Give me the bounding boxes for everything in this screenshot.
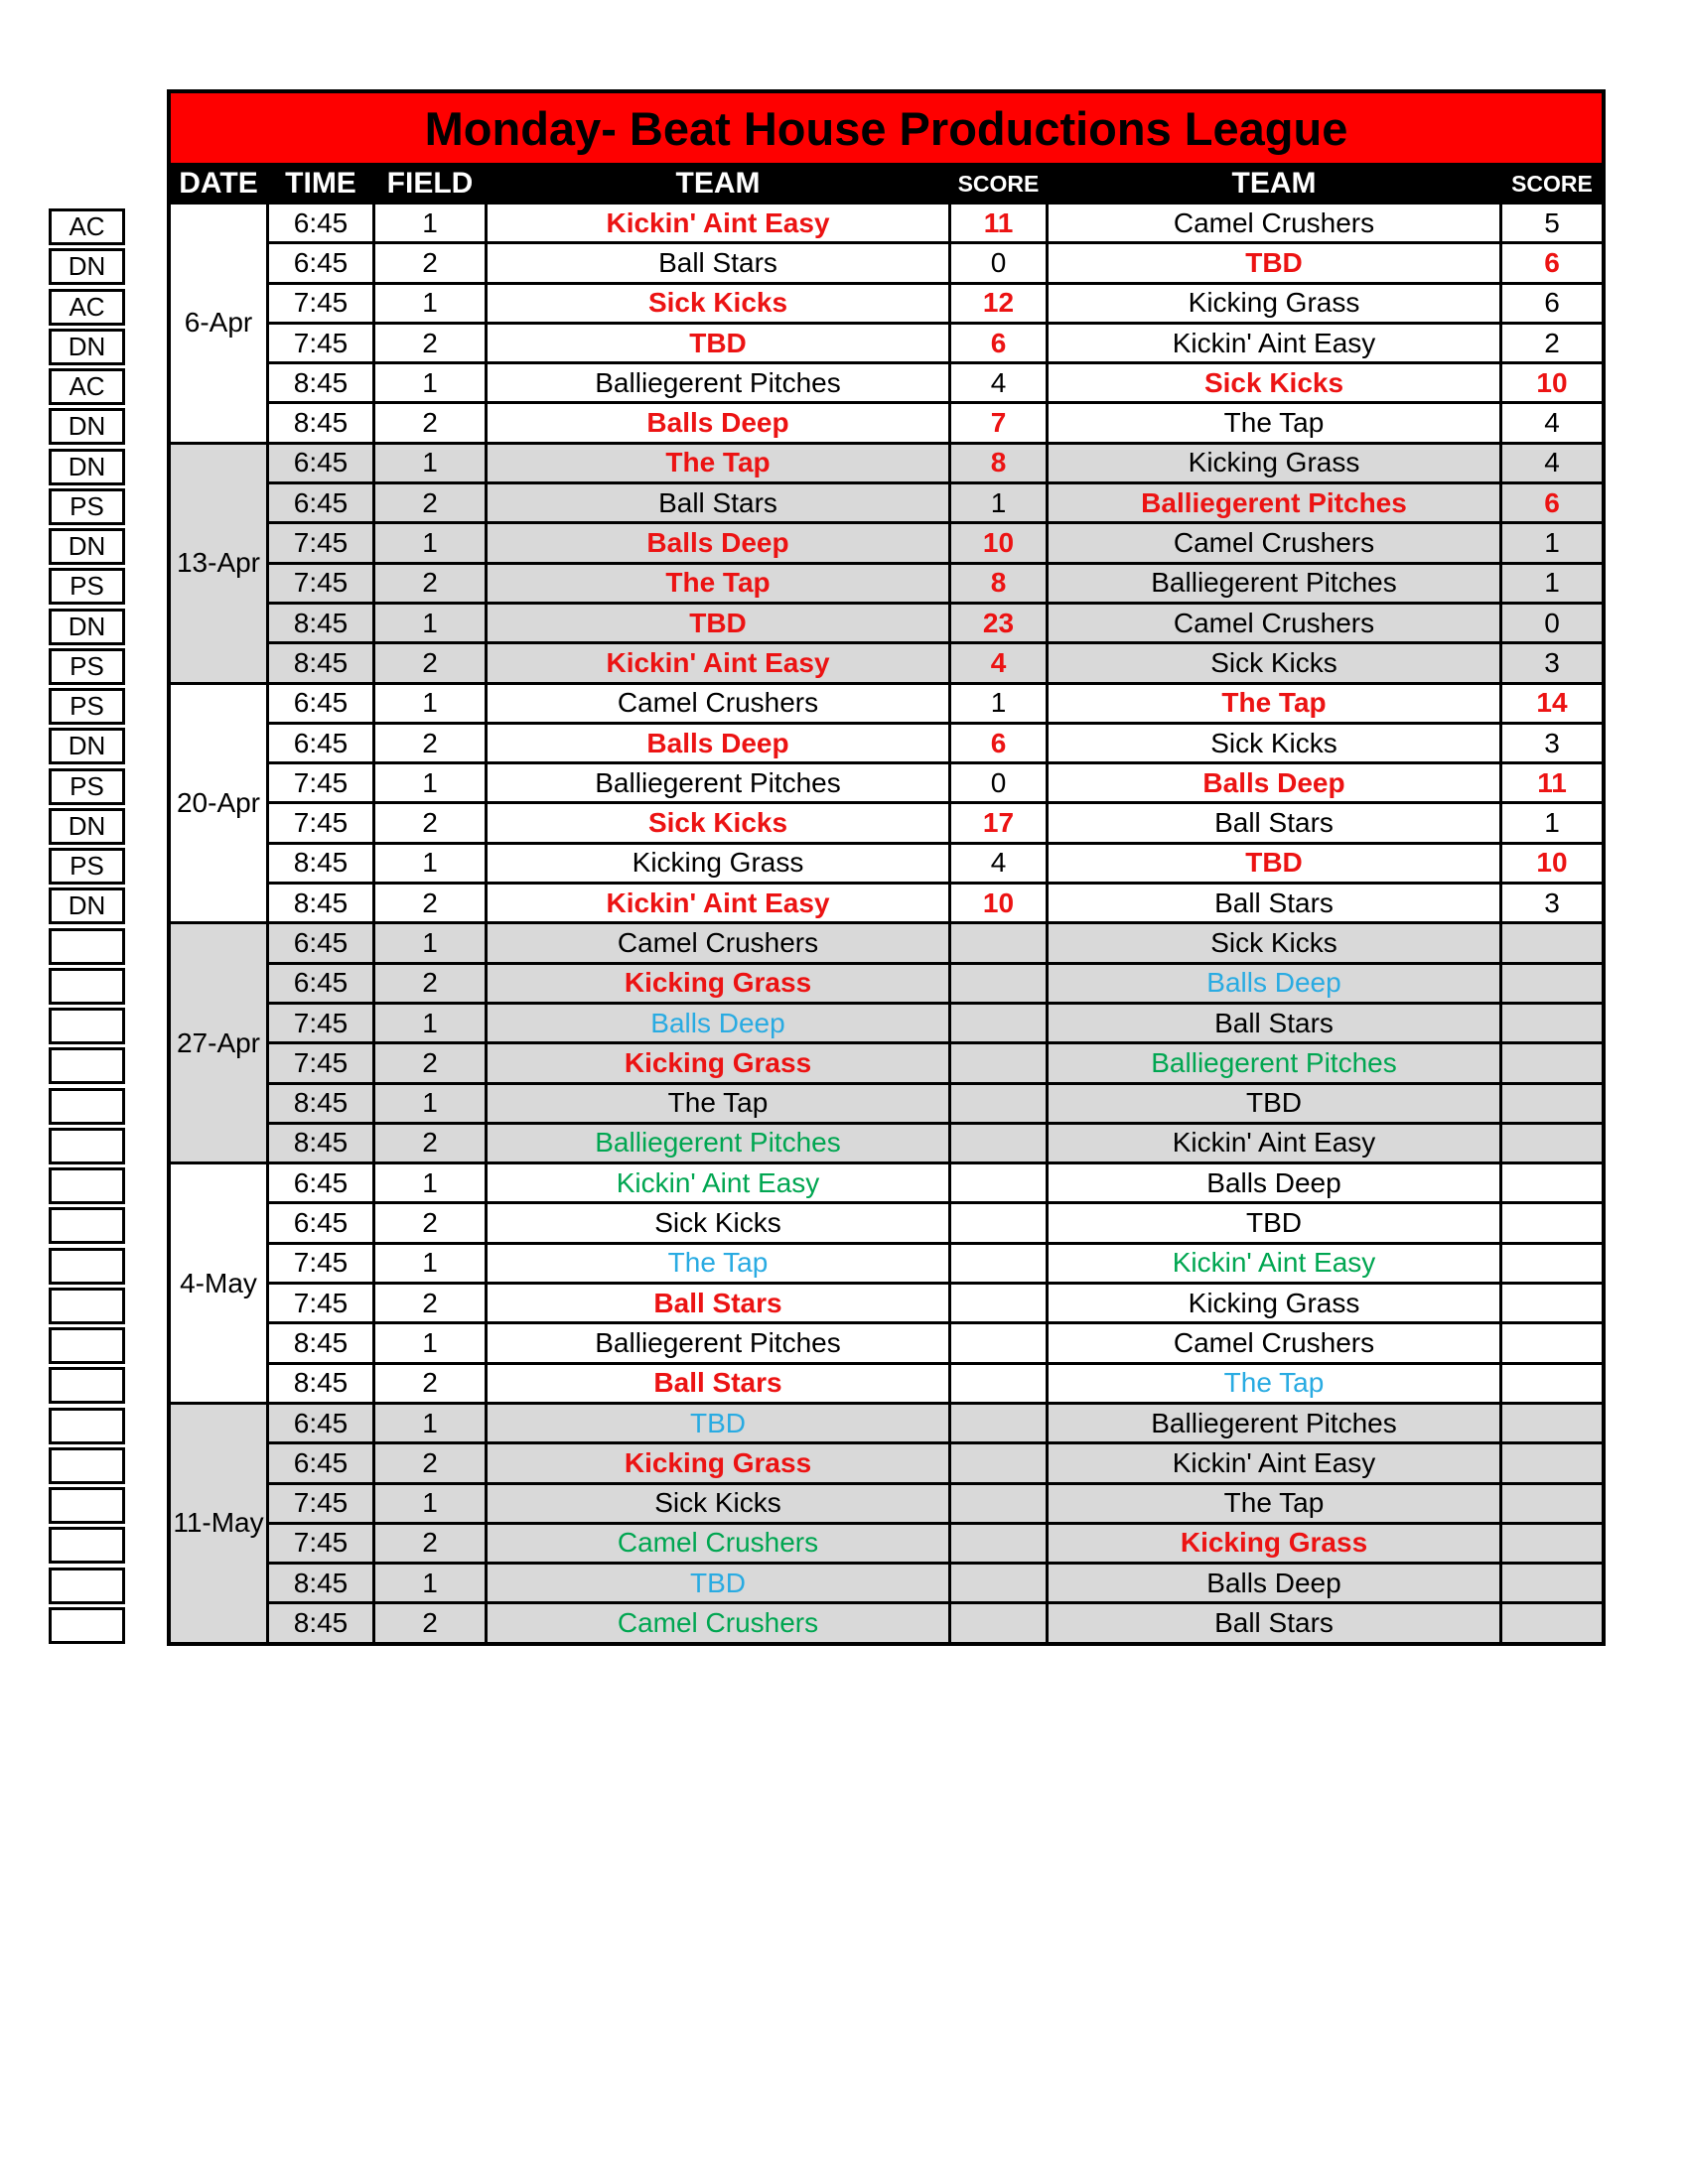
header-time: TIME	[269, 163, 372, 205]
away-score-cell: 5	[1502, 205, 1602, 241]
home-score-cell: 4	[951, 845, 1046, 882]
header-date: DATE	[171, 163, 266, 205]
away-score-cell	[1502, 1285, 1602, 1321]
away-team-cell: TBD	[1049, 1204, 1499, 1241]
date-cell: 27-Apr	[171, 924, 266, 1161]
header-away-team: TEAM	[1049, 163, 1499, 205]
schedule-groups	[171, 205, 1602, 1642]
time-cell: 8:45	[269, 1365, 372, 1402]
sidebar-code-box: DN	[49, 728, 125, 764]
field-cell: 1	[375, 205, 485, 241]
date-cell: 6-Apr	[171, 205, 266, 442]
home-team-cell: Camel Crushers	[488, 924, 948, 961]
sidebar-code-box: PS	[49, 848, 125, 885]
home-team-cell: Ball Stars	[488, 484, 948, 521]
date-group	[171, 205, 1602, 442]
away-score-cell: 3	[1502, 644, 1602, 681]
away-score-cell	[1502, 1604, 1602, 1641]
field-cell: 2	[375, 1044, 485, 1081]
home-team-cell: TBD	[488, 1405, 948, 1441]
away-team-cell: Sick Kicks	[1049, 725, 1499, 761]
field-cell: 2	[375, 244, 485, 281]
header-field: FIELD	[375, 163, 485, 205]
header-away-score: SCORE	[1502, 163, 1602, 205]
home-score-cell	[951, 1085, 1046, 1122]
field-cell: 1	[375, 845, 485, 882]
home-team-cell: Balls Deep	[488, 1005, 948, 1041]
home-team-cell: Ball Stars	[488, 1285, 948, 1321]
home-score-cell: 11	[951, 205, 1046, 241]
away-team-cell: Camel Crushers	[1049, 524, 1499, 561]
away-team-cell: The Tap	[1049, 1365, 1499, 1402]
home-score-cell: 1	[951, 685, 1046, 722]
sidebar-code-box	[49, 1248, 125, 1285]
away-score-cell	[1502, 965, 1602, 1002]
field-cell: 1	[375, 924, 485, 961]
field-cell: 1	[375, 524, 485, 561]
time-cell: 8:45	[269, 364, 372, 401]
home-team-cell: Balliegerent Pitches	[488, 764, 948, 801]
header-home-team: TEAM	[488, 163, 948, 205]
home-score-cell	[951, 1444, 1046, 1481]
sidebar-code-box	[49, 1327, 125, 1364]
away-score-cell: 2	[1502, 325, 1602, 361]
sidebar-code-box	[49, 1367, 125, 1404]
home-score-cell	[951, 924, 1046, 961]
away-score-cell	[1502, 1044, 1602, 1081]
date-cell: 13-Apr	[171, 445, 266, 682]
away-score-cell	[1502, 924, 1602, 961]
away-score-cell	[1502, 1245, 1602, 1282]
home-score-cell	[951, 1125, 1046, 1161]
away-score-cell	[1502, 1164, 1602, 1201]
time-cell: 8:45	[269, 1085, 372, 1122]
away-score-cell: 11	[1502, 764, 1602, 801]
time-cell: 8:45	[269, 1565, 372, 1601]
home-score-cell	[951, 1005, 1046, 1041]
away-score-cell: 1	[1502, 565, 1602, 602]
away-score-cell	[1502, 1365, 1602, 1402]
field-cell: 2	[375, 1525, 485, 1562]
sidebar-code-box	[49, 1128, 125, 1164]
field-cell: 1	[375, 364, 485, 401]
away-score-cell	[1502, 1204, 1602, 1241]
home-team-cell: Kicking Grass	[488, 845, 948, 882]
home-team-cell: Kickin' Aint Easy	[488, 1164, 948, 1201]
home-team-cell: Balliegerent Pitches	[488, 364, 948, 401]
home-team-cell: Sick Kicks	[488, 285, 948, 322]
home-team-cell: TBD	[488, 325, 948, 361]
home-score-cell: 0	[951, 244, 1046, 281]
home-score-cell: 23	[951, 605, 1046, 641]
away-team-cell: Sick Kicks	[1049, 924, 1499, 961]
field-cell: 2	[375, 644, 485, 681]
away-team-cell: Ball Stars	[1049, 1604, 1499, 1641]
home-team-cell: Kicking Grass	[488, 965, 948, 1002]
away-score-cell: 6	[1502, 244, 1602, 281]
time-cell: 6:45	[269, 244, 372, 281]
field-cell: 2	[375, 484, 485, 521]
sidebar-code-box: DN	[49, 329, 125, 365]
away-score-cell: 14	[1502, 685, 1602, 722]
field-cell: 1	[375, 1085, 485, 1122]
away-score-cell: 6	[1502, 285, 1602, 322]
date-group	[171, 921, 1602, 1161]
date-group	[171, 682, 1602, 922]
field-cell: 2	[375, 565, 485, 602]
sidebar-code-box: PS	[49, 768, 125, 805]
away-score-cell: 4	[1502, 445, 1602, 481]
field-cell: 1	[375, 685, 485, 722]
sidebar-code-box	[49, 1047, 125, 1084]
away-team-cell: Balls Deep	[1049, 965, 1499, 1002]
home-score-cell	[951, 1245, 1046, 1282]
away-team-cell: Camel Crushers	[1049, 205, 1499, 241]
home-team-cell: TBD	[488, 605, 948, 641]
home-team-cell: Balls Deep	[488, 725, 948, 761]
away-team-cell: Sick Kicks	[1049, 644, 1499, 681]
sidebar-code-box: DN	[49, 609, 125, 645]
home-team-cell: TBD	[488, 1565, 948, 1601]
away-team-cell: Balliegerent Pitches	[1049, 1044, 1499, 1081]
home-score-cell	[951, 1604, 1046, 1641]
field-cell: 2	[375, 725, 485, 761]
sidebar-code-box: DN	[49, 449, 125, 485]
sidebar-code-box: PS	[49, 648, 125, 685]
sidebar-code-box	[49, 1487, 125, 1524]
away-team-cell: Kicking Grass	[1049, 285, 1499, 322]
time-cell: 6:45	[269, 1444, 372, 1481]
sidebar-code-box	[49, 1008, 125, 1044]
away-team-cell: Camel Crushers	[1049, 1324, 1499, 1361]
sidebar-code-box: AC	[49, 208, 125, 245]
home-score-cell	[951, 965, 1046, 1002]
time-cell: 7:45	[269, 325, 372, 361]
home-team-cell: Ball Stars	[488, 1365, 948, 1402]
home-score-cell: 10	[951, 885, 1046, 921]
away-score-cell: 1	[1502, 804, 1602, 841]
home-score-cell	[951, 1365, 1046, 1402]
home-team-cell: Balls Deep	[488, 404, 948, 441]
sidebar-code-box	[49, 1408, 125, 1444]
sidebar-code-box	[49, 1527, 125, 1564]
home-team-cell: Kicking Grass	[488, 1044, 948, 1081]
sidebar-code-box	[49, 1088, 125, 1125]
time-cell: 8:45	[269, 1604, 372, 1641]
field-cell: 2	[375, 965, 485, 1002]
field-cell: 2	[375, 1125, 485, 1161]
away-team-cell: Balliegerent Pitches	[1049, 565, 1499, 602]
away-score-cell: 3	[1502, 725, 1602, 761]
away-team-cell: The Tap	[1049, 404, 1499, 441]
field-cell: 2	[375, 1444, 485, 1481]
sidebar-code-box	[49, 1288, 125, 1324]
time-cell: 7:45	[269, 1245, 372, 1282]
time-cell: 7:45	[269, 764, 372, 801]
home-team-cell: The Tap	[488, 1245, 948, 1282]
sidebar-code-box	[49, 1207, 125, 1244]
time-cell: 6:45	[269, 685, 372, 722]
time-cell: 7:45	[269, 285, 372, 322]
sidebar-code-box: DN	[49, 248, 125, 285]
away-score-cell	[1502, 1525, 1602, 1562]
away-team-cell: TBD	[1049, 845, 1499, 882]
time-cell: 6:45	[269, 725, 372, 761]
away-team-cell: Kickin' Aint Easy	[1049, 1444, 1499, 1481]
sidebar-code-box	[49, 1447, 125, 1484]
home-score-cell	[951, 1525, 1046, 1562]
sidebar-code-box	[49, 1607, 125, 1644]
home-score-cell: 8	[951, 445, 1046, 481]
home-team-cell: Kickin' Aint Easy	[488, 205, 948, 241]
home-score-cell: 8	[951, 565, 1046, 602]
time-cell: 8:45	[269, 404, 372, 441]
time-cell: 8:45	[269, 644, 372, 681]
time-cell: 6:45	[269, 924, 372, 961]
time-cell: 8:45	[269, 1324, 372, 1361]
field-cell: 2	[375, 1604, 485, 1641]
date-group	[171, 1402, 1602, 1642]
home-team-cell: Balliegerent Pitches	[488, 1324, 948, 1361]
sidebar-code-box	[49, 928, 125, 965]
field-cell: 2	[375, 1204, 485, 1241]
field-cell: 1	[375, 1405, 485, 1441]
time-cell: 8:45	[269, 845, 372, 882]
league-title-bar	[171, 93, 1602, 163]
time-cell: 7:45	[269, 1044, 372, 1081]
home-team-cell: Balls Deep	[488, 524, 948, 561]
away-score-cell	[1502, 1005, 1602, 1041]
away-team-cell: Kicking Grass	[1049, 1525, 1499, 1562]
away-score-cell	[1502, 1565, 1602, 1601]
field-cell: 1	[375, 1565, 485, 1601]
home-score-cell	[951, 1565, 1046, 1601]
away-team-cell: Balls Deep	[1049, 1565, 1499, 1601]
away-team-cell: Ball Stars	[1049, 885, 1499, 921]
home-team-cell: Camel Crushers	[488, 685, 948, 722]
date-cell: 20-Apr	[171, 685, 266, 922]
header-row	[171, 163, 1602, 205]
field-cell: 1	[375, 1005, 485, 1041]
time-cell: 6:45	[269, 1405, 372, 1441]
time-cell: 6:45	[269, 445, 372, 481]
home-team-cell: The Tap	[488, 1085, 948, 1122]
time-cell: 6:45	[269, 1164, 372, 1201]
home-team-cell: Kickin' Aint Easy	[488, 885, 948, 921]
away-team-cell: Kickin' Aint Easy	[1049, 325, 1499, 361]
away-team-cell: Balls Deep	[1049, 1164, 1499, 1201]
time-cell: 6:45	[269, 1204, 372, 1241]
away-team-cell: Kickin' Aint Easy	[1049, 1245, 1499, 1282]
field-cell: 1	[375, 445, 485, 481]
away-score-cell: 1	[1502, 524, 1602, 561]
field-cell: 1	[375, 1164, 485, 1201]
home-team-cell: Camel Crushers	[488, 1604, 948, 1641]
away-team-cell: TBD	[1049, 244, 1499, 281]
away-score-cell	[1502, 1485, 1602, 1522]
field-cell: 2	[375, 404, 485, 441]
home-score-cell	[951, 1204, 1046, 1241]
home-team-cell: Balliegerent Pitches	[488, 1125, 948, 1161]
sidebar-code-box: DN	[49, 408, 125, 445]
away-score-cell	[1502, 1405, 1602, 1441]
time-cell: 7:45	[269, 565, 372, 602]
league-title: Monday- Beat House Productions League	[424, 101, 1348, 155]
home-team-cell: Sick Kicks	[488, 1485, 948, 1522]
field-cell: 2	[375, 325, 485, 361]
header-home-score: SCORE	[951, 163, 1046, 205]
home-score-cell	[951, 1324, 1046, 1361]
away-team-cell: Kicking Grass	[1049, 1285, 1499, 1321]
home-team-cell: Ball Stars	[488, 244, 948, 281]
sidebar-code-box: PS	[49, 688, 125, 725]
field-cell: 1	[375, 1485, 485, 1522]
away-score-cell	[1502, 1125, 1602, 1161]
time-cell: 6:45	[269, 965, 372, 1002]
away-team-cell: Camel Crushers	[1049, 605, 1499, 641]
sidebar-code-box: DN	[49, 808, 125, 845]
away-score-cell	[1502, 1324, 1602, 1361]
home-score-cell: 1	[951, 484, 1046, 521]
sidebar-code-box	[49, 1167, 125, 1204]
field-cell: 1	[375, 605, 485, 641]
time-cell: 7:45	[269, 1005, 372, 1041]
home-team-cell: Kicking Grass	[488, 1444, 948, 1481]
time-cell: 7:45	[269, 1525, 372, 1562]
away-team-cell: Balliegerent Pitches	[1049, 1405, 1499, 1441]
home-score-cell	[951, 1044, 1046, 1081]
sidebar-code-box: DN	[49, 528, 125, 565]
home-score-cell: 17	[951, 804, 1046, 841]
home-team-cell: The Tap	[488, 565, 948, 602]
away-team-cell: The Tap	[1049, 1485, 1499, 1522]
field-cell: 1	[375, 285, 485, 322]
sidebar-code-box	[49, 968, 125, 1005]
home-team-cell: Sick Kicks	[488, 1204, 948, 1241]
home-score-cell	[951, 1405, 1046, 1441]
home-team-cell: The Tap	[488, 445, 948, 481]
home-score-cell: 7	[951, 404, 1046, 441]
time-cell: 7:45	[269, 1485, 372, 1522]
away-team-cell: Balls Deep	[1049, 764, 1499, 801]
field-cell: 1	[375, 764, 485, 801]
sidebar-code-box: PS	[49, 568, 125, 605]
away-team-cell: Balliegerent Pitches	[1049, 484, 1499, 521]
sidebar-code-box: PS	[49, 488, 125, 525]
away-score-cell: 4	[1502, 404, 1602, 441]
time-cell: 8:45	[269, 605, 372, 641]
field-cell: 2	[375, 804, 485, 841]
home-team-cell: Kickin' Aint Easy	[488, 644, 948, 681]
time-cell: 8:45	[269, 1125, 372, 1161]
away-team-cell: Sick Kicks	[1049, 364, 1499, 401]
away-team-cell: Kicking Grass	[1049, 445, 1499, 481]
away-score-cell	[1502, 1444, 1602, 1481]
schedule-table	[167, 89, 1606, 1646]
away-team-cell: Ball Stars	[1049, 804, 1499, 841]
home-score-cell: 12	[951, 285, 1046, 322]
sidebar-codes	[49, 208, 125, 1647]
home-score-cell	[951, 1485, 1046, 1522]
time-cell: 7:45	[269, 524, 372, 561]
home-team-cell: Sick Kicks	[488, 804, 948, 841]
away-team-cell: The Tap	[1049, 685, 1499, 722]
away-team-cell: TBD	[1049, 1085, 1499, 1122]
away-score-cell	[1502, 1085, 1602, 1122]
field-cell: 1	[375, 1245, 485, 1282]
home-score-cell: 10	[951, 524, 1046, 561]
home-score-cell: 6	[951, 725, 1046, 761]
home-team-cell: Camel Crushers	[488, 1525, 948, 1562]
time-cell: 7:45	[269, 804, 372, 841]
time-cell: 6:45	[269, 484, 372, 521]
date-group	[171, 1161, 1602, 1402]
sidebar-code-box	[49, 1568, 125, 1604]
time-cell: 8:45	[269, 885, 372, 921]
time-cell: 7:45	[269, 1285, 372, 1321]
away-team-cell: Ball Stars	[1049, 1005, 1499, 1041]
time-cell: 6:45	[269, 205, 372, 241]
home-score-cell	[951, 1164, 1046, 1201]
date-cell: 11-May	[171, 1405, 266, 1642]
away-score-cell: 10	[1502, 364, 1602, 401]
away-score-cell: 6	[1502, 484, 1602, 521]
home-score-cell: 4	[951, 644, 1046, 681]
field-cell: 1	[375, 1324, 485, 1361]
sidebar-code-box: DN	[49, 887, 125, 924]
away-score-cell: 0	[1502, 605, 1602, 641]
date-group	[171, 442, 1602, 682]
away-score-cell: 10	[1502, 845, 1602, 882]
field-cell: 2	[375, 1365, 485, 1402]
sidebar-code-box: AC	[49, 289, 125, 326]
field-cell: 2	[375, 885, 485, 921]
home-score-cell: 0	[951, 764, 1046, 801]
date-cell: 4-May	[171, 1164, 266, 1402]
away-score-cell: 3	[1502, 885, 1602, 921]
away-team-cell: Kickin' Aint Easy	[1049, 1125, 1499, 1161]
home-score-cell: 4	[951, 364, 1046, 401]
field-cell: 2	[375, 1285, 485, 1321]
home-score-cell	[951, 1285, 1046, 1321]
home-score-cell: 6	[951, 325, 1046, 361]
sidebar-code-box: AC	[49, 368, 125, 405]
